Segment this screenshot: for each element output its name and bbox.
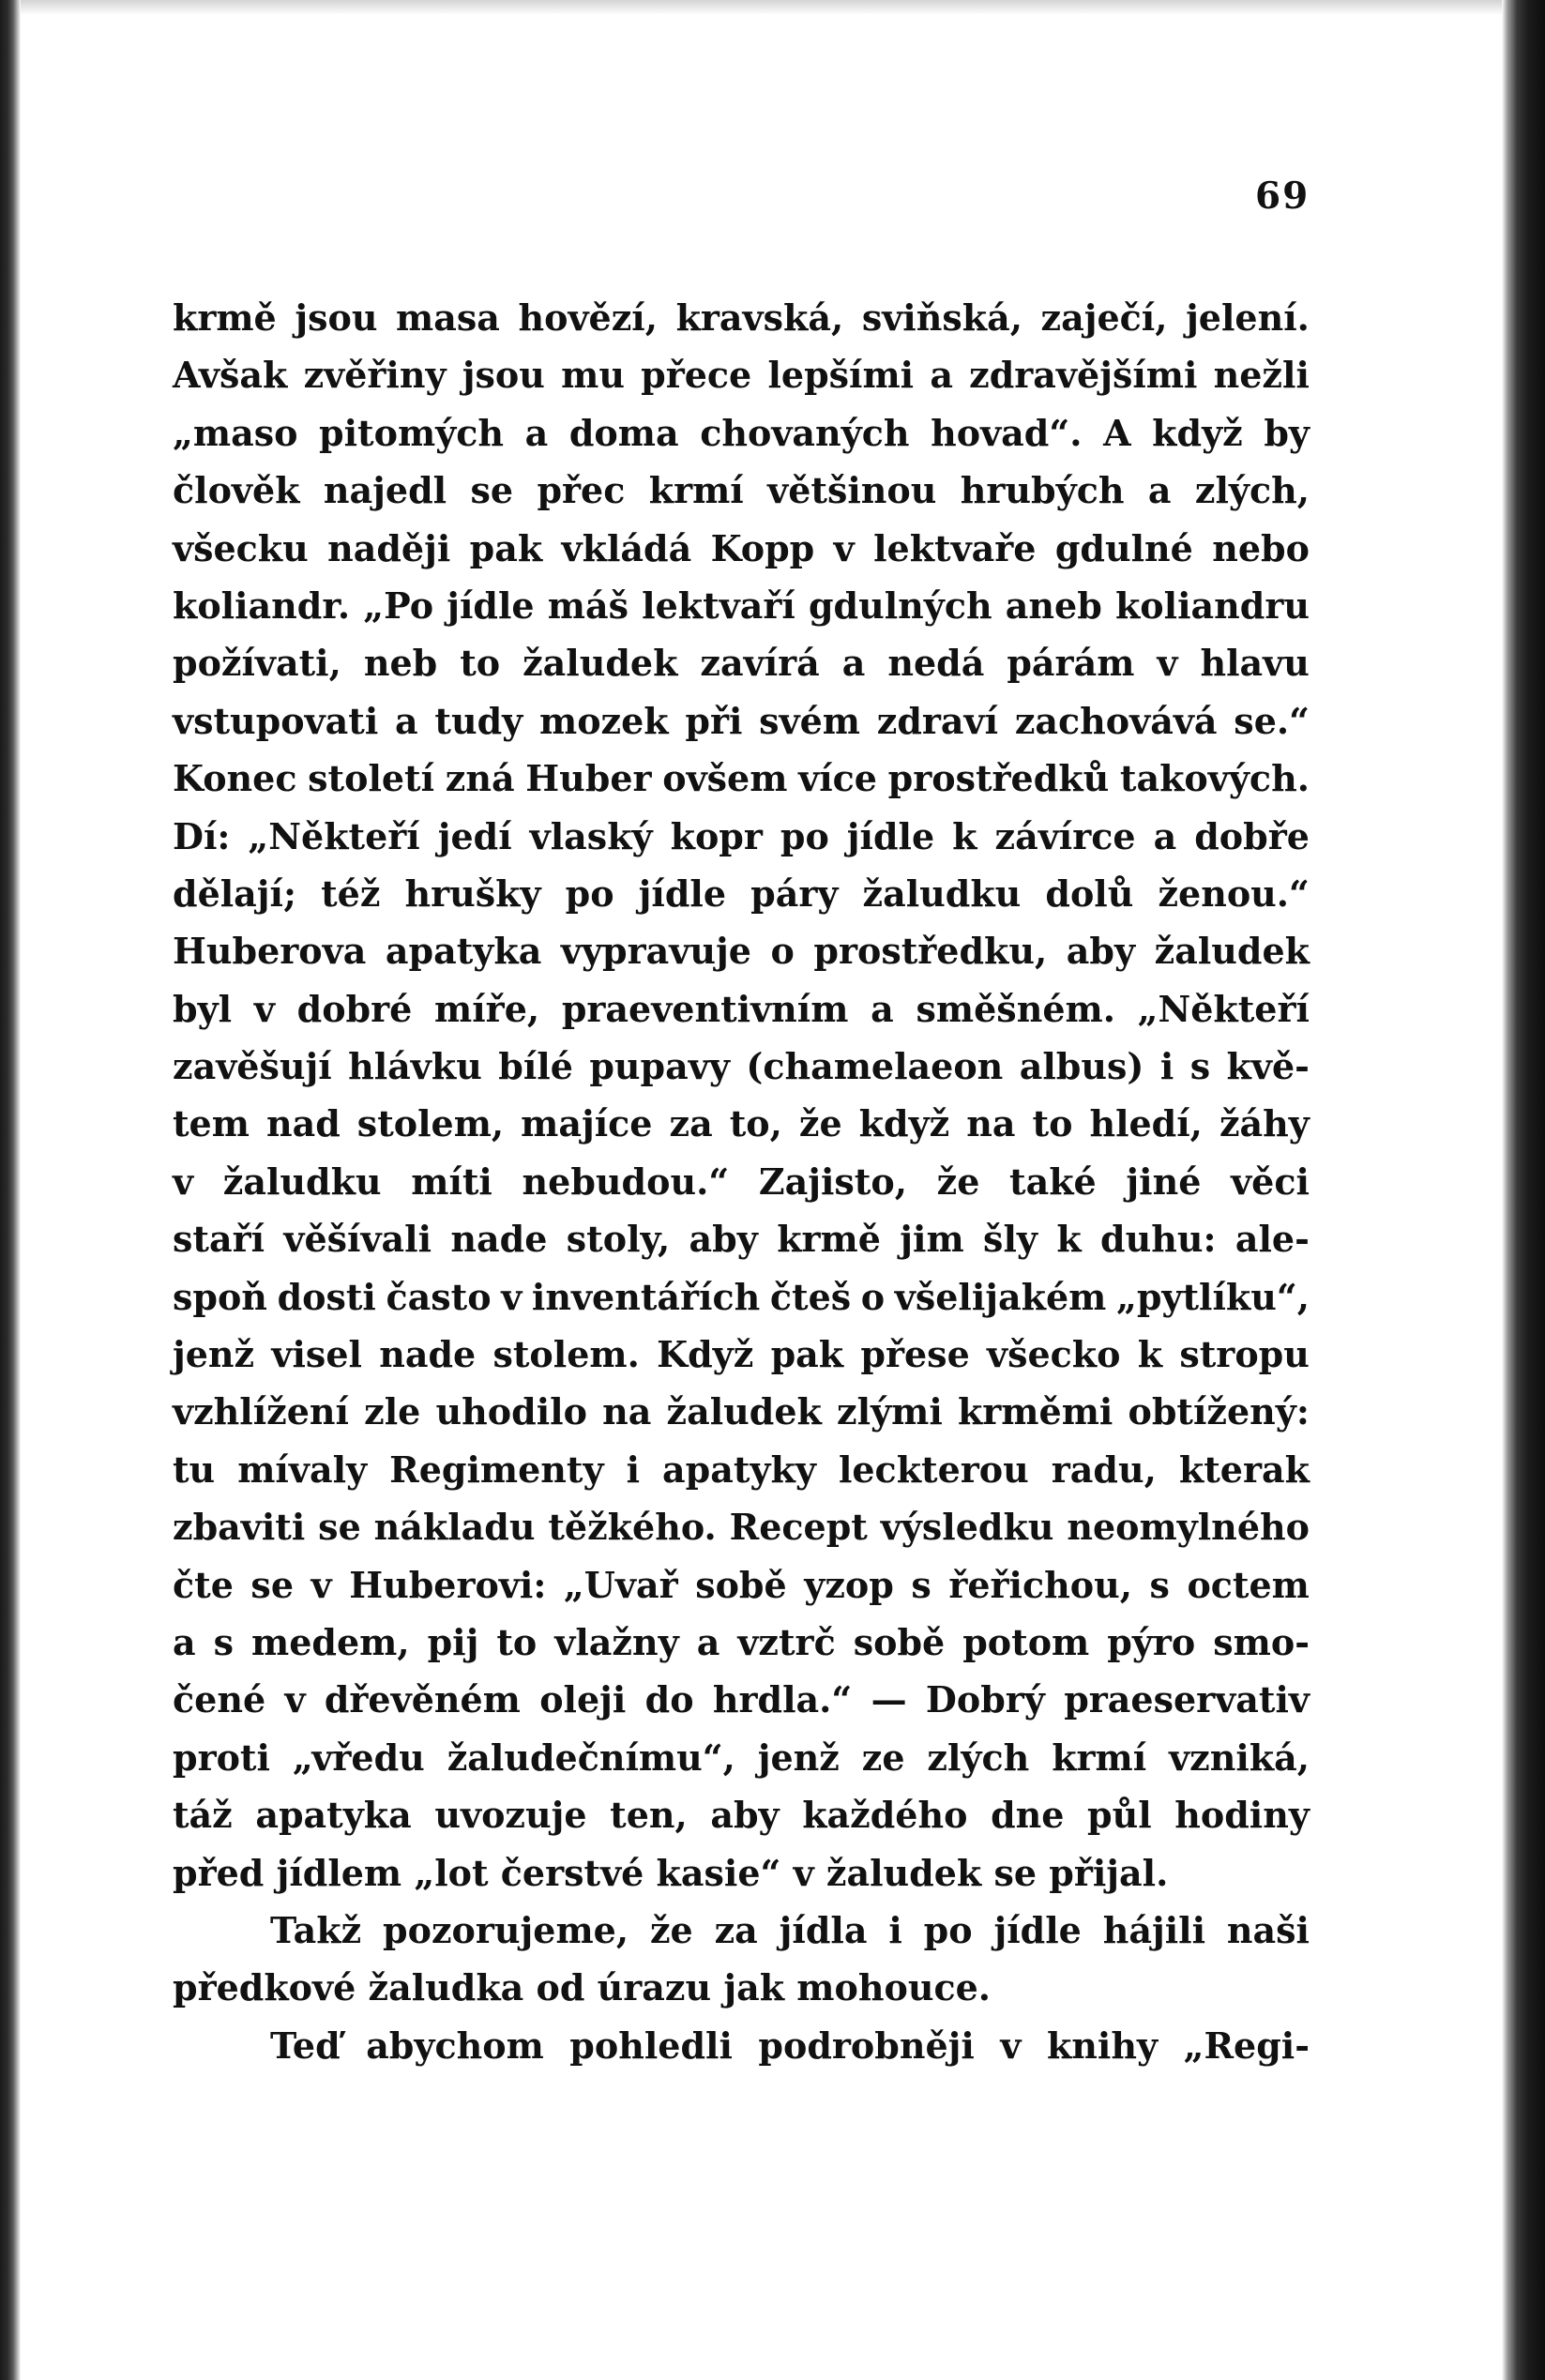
text-line: Dí: „Někteří jedí vlaský kopr po jídle k závírce a dobře bbox=[173, 814, 1310, 857]
text-line: dělají; též hrušky po jídle páry žaludku dolů ženou.“ bbox=[173, 872, 1310, 915]
text-line: všecku naději pak vkládá Kopp v lektvaře gdulné nebo bbox=[173, 526, 1310, 569]
text-line: před jídlem „lot čerstvé kasie“ v žaludek se přijal. bbox=[173, 1851, 1169, 1894]
text-line: jenž visel nade stolem. Když pak přese všecko k stropu bbox=[173, 1333, 1310, 1376]
text-line: Huberova apatyka vypravuje o prostředku, aby žaludek bbox=[173, 930, 1310, 973]
text-line: byl v dobré míře, praeventivním a směšném. „Někteří bbox=[173, 987, 1310, 1030]
text-line: předkové žaludka od úrazu jak mohouce. bbox=[173, 1966, 991, 2009]
text-line: spoň dosti často v inventářích čteš o všelijakém „pytlíku“, bbox=[173, 1275, 1310, 1318]
text-line: a s medem, pij to vlažny a vztrč sobě potom pýro smo- bbox=[173, 1620, 1310, 1663]
text-line: táž apatyka uvozuje ten, aby každého dne půl hodiny bbox=[173, 1794, 1310, 1837]
text-line: člověk najedl se přec krmí většinou hrubých a zlých, bbox=[173, 469, 1310, 512]
text-line: Takž pozorujeme, že za jídla i po jídle hájili naši bbox=[270, 1908, 1310, 1951]
text-line: vstupovati a tudy mozek při svém zdraví zachovává se.“ bbox=[173, 699, 1310, 742]
text-line: zbaviti se nákladu těžkého. Recept výsledku neomylného bbox=[173, 1506, 1310, 1549]
left-scan-edge bbox=[0, 0, 21, 2380]
text-line: Avšak zvěřiny jsou mu přece lepšími a zdravějšími nežli bbox=[173, 354, 1310, 397]
right-scan-edge bbox=[1502, 0, 1545, 2380]
text-line: zavěšují hlávku bílé pupavy (chamelaeon albus) i s kvě- bbox=[173, 1045, 1310, 1088]
text-line: proti „vředu žaludečnímu“, jenž ze zlých krmí vzniká, bbox=[173, 1736, 1310, 1779]
top-scan-shadow bbox=[0, 0, 1545, 15]
text-line: Konec století zná Huber ovšem více prostředků takových. bbox=[173, 757, 1310, 800]
text-line: tem nad stolem, majíce za to, že když na to hledí, žáhy bbox=[173, 1102, 1310, 1145]
text-line: čené v dřevěném oleji do hrdla.“ — Dobrý praeservativ bbox=[173, 1678, 1310, 1721]
text-line: „maso pitomých a doma chovaných hovad“. A když by bbox=[173, 411, 1310, 454]
text-line: staří věšívali nade stoly, aby krmě jim šly k duhu: ale- bbox=[173, 1218, 1310, 1261]
text-line: krmě jsou masa hovězí, kravská, sviňská, zaječí, jelení. bbox=[173, 296, 1310, 339]
page-number: 69 bbox=[1255, 174, 1310, 218]
text-line: Teď abychom pohledli podrobněji v knihy „Regi- bbox=[270, 2024, 1310, 2067]
body-text bbox=[173, 289, 1310, 2074]
text-line: v žaludku míti nebudou.“ Zajisto, že také jiné věci bbox=[173, 1160, 1310, 1203]
text-line: koliandr. „Po jídle máš lektvaří gdulných aneb koliandru bbox=[173, 584, 1310, 627]
text-line: čte se v Huberovi: „Uvař sobě yzop s řeřichou, s octem bbox=[173, 1563, 1310, 1606]
text-line: požívati, neb to žaludek zavírá a nedá párám v hlavu bbox=[173, 642, 1310, 685]
text-line: vzhlížení zle uhodilo na žaludek zlými krměmi obtížený: bbox=[173, 1390, 1310, 1433]
text-line: tu mívaly Regimenty i apatyky leckterou radu, kterak bbox=[173, 1448, 1310, 1491]
